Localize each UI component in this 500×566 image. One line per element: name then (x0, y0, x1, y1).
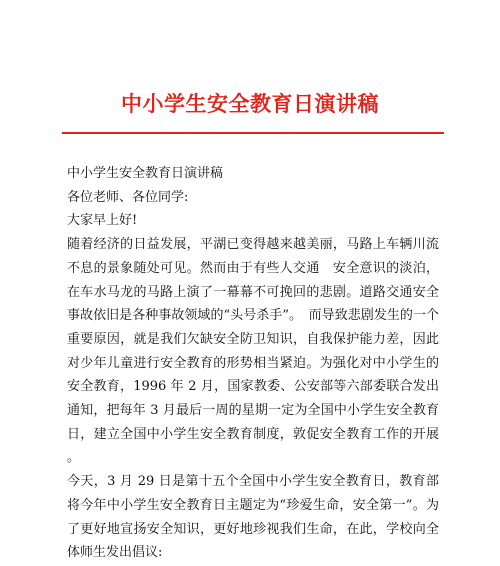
heading-line: 中小学生安全教育日演讲稿 (67, 166, 224, 181)
paragraph-1: 随着经济的日益发展，平湖已变得越来越美丽，马路上车辆川流不息的景象随处可见。然而由于有些人交通 安全意识的淡泊，在车水马龙的马路上演了一幕幕不可挽回的悲剧。道路交通安全事故依旧是各种事故领域的“头号杀手”。 而导致悲剧发生的一个重要原因，就是我们欠缺安全防卫知识，自我保护能力差，因此对少年儿童进行安全教育的形势相当紧迫。为强化对中小学生的安全教育，1996 年 2 月，国家教委、公安部等六部委联合发出通知，把每年 3 月最后一周的星期一定为全国中小学生安全教育日，建立全国中小学生安全教育制度，敦促安全教育工作的开展。 (67, 237, 439, 466)
title-divider (62, 132, 444, 134)
greeting: 大家早上好! (67, 213, 138, 229)
document-title: 中小学生安全教育日演讲稿 (121, 92, 379, 116)
paragraph-2: 今天，3 月 29 日是第十五个全国中小学生安全教育日，教育部将今年中小学生安全教育日主题定为“珍爱生命，安全第一”。为了更好地宣扬安全知识，更好地珍视我们生命，在此，学校向全体师生发出倡议: (67, 474, 439, 561)
document-body (67, 162, 439, 565)
salutation: 各位老师、各位同学: (67, 189, 189, 205)
